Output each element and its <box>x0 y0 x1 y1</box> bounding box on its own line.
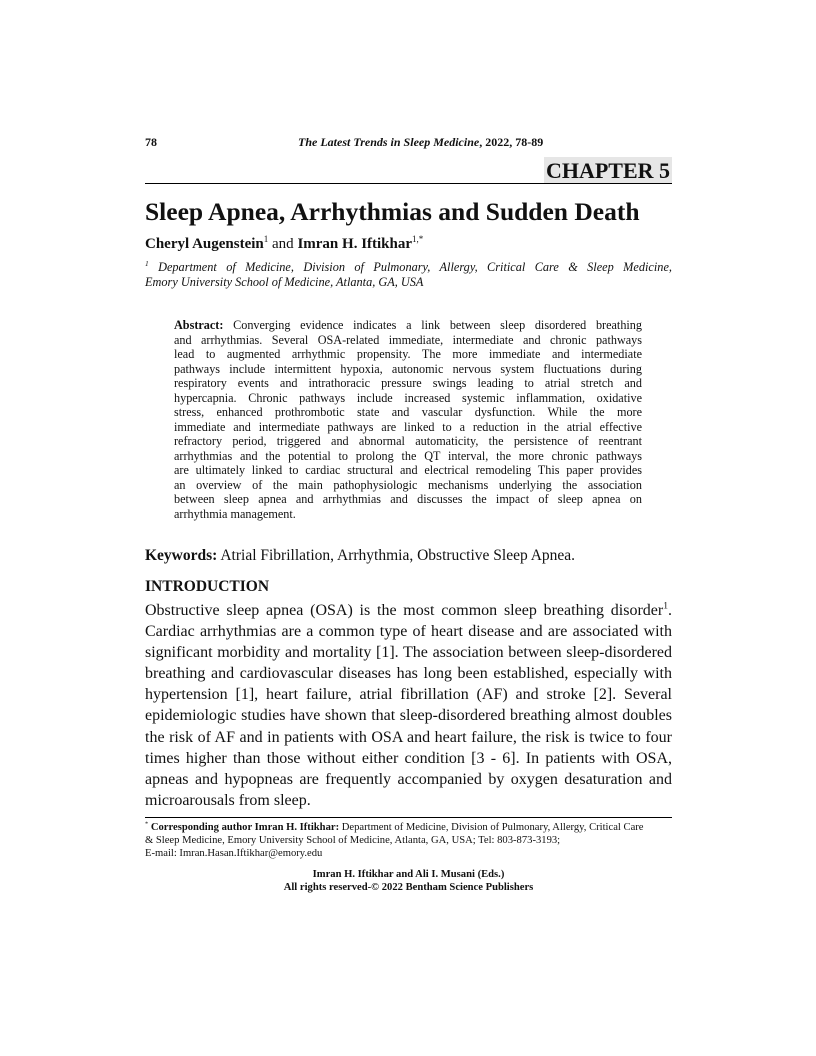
footnote-rule <box>145 817 672 818</box>
author-1: Cheryl Augenstein <box>145 236 264 252</box>
abstract-label: Abstract: <box>174 318 224 332</box>
footnote-ref: 1 <box>663 600 668 612</box>
abstract-line: lead to augmented arrhythmic propensity. The more immediate and intermediate <box>174 347 642 361</box>
body-line: hypertension [1], heart failure, atrial fibrillation (AF) and stroke [2]. Several <box>145 686 672 704</box>
footnote-label: Corresponding author Imran H. Iftikhar: <box>148 822 340 833</box>
running-info: , 2022, 78-89 <box>479 135 544 149</box>
author-2: Imran H. Iftikhar <box>297 236 413 252</box>
authors-joiner: and <box>268 236 298 252</box>
chapter-label: CHAPTER 5 <box>545 158 670 183</box>
publisher-info <box>145 868 672 894</box>
running-title: The Latest Trends in Sleep Medicine <box>298 135 480 149</box>
authors <box>145 236 423 253</box>
page-number: 78 <box>145 135 157 149</box>
abstract-line: respiratory events and intrathoracic pressure swings leading to atrial stretch and <box>174 376 642 390</box>
abstract-line: Converging evidence indicates a link between sleep disordered breathing <box>223 318 642 332</box>
body-line: Obstructive sleep apnea (OSA) is the most common sleep breathing disorder <box>145 602 664 619</box>
running-header <box>298 135 543 150</box>
footnote-email: E-mail: Imran.Hasan.Iftikhar@emory.edu <box>145 848 323 859</box>
author-1-affiliation: 1 <box>263 234 269 244</box>
affiliation <box>145 260 672 289</box>
body-line: apneas and hypopneas are frequently accompanied by oxygen desaturation and <box>145 770 672 788</box>
section-heading: INTRODUCTION <box>145 578 270 595</box>
abstract-line: immediate and intermediate pathways are linked to a reduction in the atrial effective <box>174 419 642 434</box>
keywords-label: Keywords: <box>145 547 218 564</box>
abstract-line: are ultimately linked to cardiac structural and electrical remodeling This paper provides <box>174 463 642 477</box>
footnote-line: & Sleep Medicine, Emory University School of Medicine, Atlanta, GA, USA; Tel: 803-873-3193; <box>145 835 561 846</box>
affiliation-marker: 1 <box>145 258 149 268</box>
abstract-line: between sleep apnea and arrhythmias and discusses the impact of sleep apnea on <box>174 492 642 506</box>
footnote-marker: * <box>145 820 149 828</box>
abstract-line: an overview of the main pathophysiologic mechanisms underlying the association <box>174 477 642 492</box>
body-line: breathing and cardiovascular diseases has long been established, especially with <box>145 665 672 683</box>
body-line: epidemiologic studies have shown that sleep-disordered breathing almost doubles <box>145 707 672 725</box>
chapter-title: Sleep Apnea, Arrhythmias and Sudden Death <box>145 197 640 226</box>
abstract-line: stress, enhanced prothrombotic state and vascular dysfunction. While the more <box>174 405 642 419</box>
body-line: Cardiac arrhythmias are a common type of heart disease and are associated with <box>145 623 672 641</box>
body-paragraph <box>145 600 672 811</box>
keywords <box>145 547 575 565</box>
affiliation-line: Department of Medicine, Division of Pulmonary, Allergy, Critical Care & Sleep Medicine, <box>148 260 672 274</box>
footnote-line: Department of Medicine, Division of Pulmonary, Allergy, Critical Care <box>339 822 644 833</box>
abstract-line: hypercapnia. Chronic pathways include increased systemic inflammation, oxidative <box>174 390 642 405</box>
abstract <box>174 318 642 521</box>
keywords-text: Atrial Fibrillation, Arrhythmia, Obstructive Sleep Apnea. <box>217 547 576 564</box>
author-2-affiliation: 1,* <box>412 234 424 244</box>
body-line: significant morbidity and mortality [1]. The association between sleep-disordered <box>145 644 672 662</box>
body-line: times higher than those without either condition [3 - 6]. In patients with OSA, <box>145 749 672 767</box>
editors: Imran H. Iftikhar and Ali I. Musani (Eds.) <box>312 869 505 880</box>
affiliation-line: Emory University School of Medicine, Atlanta, GA, USA <box>145 274 424 289</box>
abstract-line: refractory period, triggered and abnormal automaticity, the persistence of reentrant <box>174 434 642 448</box>
body-line: the risk of AF and in patients with OSA and heart failure, the risk is twice to four <box>145 728 672 746</box>
abstract-line: pathways include intermittent hypoxia, autonomic nervous system fluctuations during <box>174 361 642 376</box>
copyright: All rights reserved-© 2022 Bentham Science Publishers <box>283 882 534 893</box>
abstract-line: arrhythmias and the potential to prolong the QT interval, the more chronic pathways <box>174 448 642 463</box>
footnote <box>145 821 672 860</box>
abstract-line: arrhythmia management. <box>174 506 296 521</box>
abstract-line: and arrhythmias. Several OSA-related immediate, intermediate and chronic pathways <box>174 332 642 347</box>
body-line-end: . <box>668 602 672 619</box>
body-line: microarousals from sleep. <box>145 791 311 809</box>
header-rule <box>145 183 672 184</box>
